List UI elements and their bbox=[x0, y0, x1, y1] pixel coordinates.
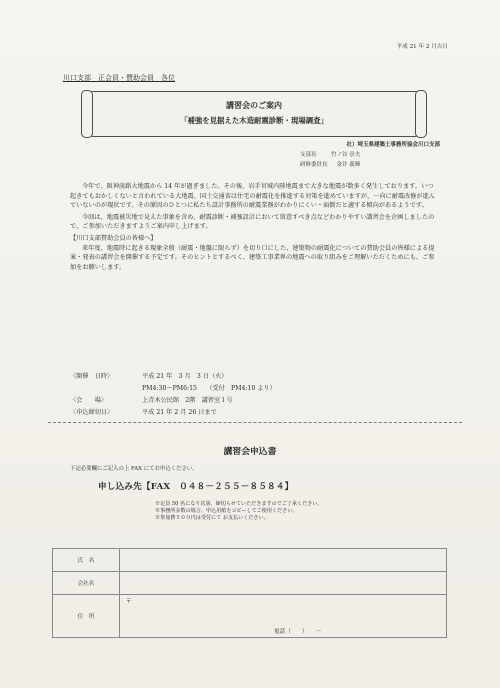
company-row bbox=[53, 572, 447, 595]
banner-subtitle: 「補強を見据えた木造耐震診断・現場調査」 bbox=[180, 116, 328, 125]
deadline-row bbox=[70, 407, 430, 416]
time-value: PM4:30〜PM6:15 （受付 PM4:10 より） bbox=[142, 385, 276, 392]
issue-date: 平成 21 年 2 月吉日 bbox=[396, 44, 448, 50]
fax-line: 申し込み先【FAX ０４８－２５５－８５８４】 bbox=[98, 482, 294, 492]
note-3: ※参加費５００円は受付にて お支払いください。 bbox=[155, 515, 269, 522]
recipient-line: 川口支部 正会員・賛助会員 各位 bbox=[63, 74, 175, 82]
committee-name: 金井 義輝 bbox=[336, 162, 361, 168]
organizer-block bbox=[260, 140, 440, 168]
notes-list bbox=[155, 501, 435, 522]
address-row bbox=[53, 595, 447, 638]
phone-label: 電話（ ） － bbox=[274, 629, 322, 635]
event-details bbox=[70, 368, 430, 419]
section-heading: 【川口支部賛助会員の皆様へ】 bbox=[70, 235, 157, 243]
paragraph-1: 今年で、阪神淡路大地震から 14 年が過ぎました。その後、岩手宮城内陸地震まで大きな地震が数多く発生しております。いつ起きてもおかしくないと言われている大地震、国土交通省は住宅の耐震化を推進する対策を進めていますが、一向に耐震改修が進んでいないのが現状です。その原因のひとつに私たち設計事務所の耐震業務がわかりにくい・面倒だと適する傾向があるようです。 bbox=[70, 183, 436, 210]
cut-line bbox=[48, 422, 462, 423]
address-content bbox=[124, 595, 442, 637]
committee-role: 研修委員長 bbox=[300, 162, 328, 168]
paragraph-3: 来年度、地震時に起きる現象全般（耐震・地盤に限らず）を切り口にした、建築物の耐震化についての賛助会員の皆様による提案・発表の講習会を開催する予定です。そのヒントとするべく、建築工事業界の地震への取り組みをご理解いただくためにも、ご参加をお願いします。 bbox=[70, 244, 435, 271]
datetime-label: 〈開催 日時〉 bbox=[70, 373, 114, 380]
deadline-value: 平成 21 年 2 月 26 日まで bbox=[142, 409, 217, 416]
time-row bbox=[70, 383, 430, 392]
postal-mark: 〒 bbox=[126, 599, 132, 605]
chair-role: 支部長 bbox=[300, 152, 317, 158]
banner-title: 講習会のご案内 bbox=[226, 100, 282, 110]
venue-row bbox=[70, 395, 430, 404]
organization-name: 社）埼玉県建築士事務所協会川口支部 bbox=[346, 142, 440, 148]
name-label: 氏 名 bbox=[53, 549, 120, 572]
note-1: ※定員 50 名になり次第、締切らせていただきますのでご了承ください。 bbox=[155, 501, 323, 507]
name-field[interactable] bbox=[120, 549, 447, 572]
datetime-value: 平成 21 年 3 月 3 日（火） bbox=[142, 373, 228, 380]
venue-value: 上青木公民館 2階 講習室１号 bbox=[142, 397, 233, 404]
form-title: 講習会申込書 bbox=[223, 447, 277, 457]
paragraph-2: 今回は、地震被災地で見えた事象を含め、耐震診断・補強設計において留意すべき点などわかりやすい講習会を企画しましたので、ご参加いただきますようご案内申し上げます。 bbox=[70, 213, 435, 231]
address-field[interactable] bbox=[120, 595, 447, 638]
committee-line bbox=[260, 160, 440, 168]
deadline-label: 〈申込締切日〉 bbox=[70, 409, 114, 416]
chair-name: 竹ノ谷 崇夫 bbox=[331, 152, 361, 158]
application-table bbox=[52, 548, 447, 638]
form-instruction: 下記必要欄にご記入の上 FAX にてお申込ください。 bbox=[70, 466, 198, 472]
name-row bbox=[53, 549, 447, 572]
company-field[interactable] bbox=[120, 572, 447, 595]
body-text bbox=[70, 182, 437, 274]
address-label: 住 所 bbox=[53, 595, 120, 638]
company-label: 会社名 bbox=[53, 572, 120, 595]
chair-line bbox=[260, 150, 440, 158]
note-2: ※事務所多数の場合、申込用紙をコピーしてご使用ください。 bbox=[155, 508, 298, 515]
announcement-banner bbox=[88, 91, 420, 137]
datetime-row bbox=[70, 371, 430, 380]
venue-label: 〈会 場〉 bbox=[70, 397, 108, 404]
